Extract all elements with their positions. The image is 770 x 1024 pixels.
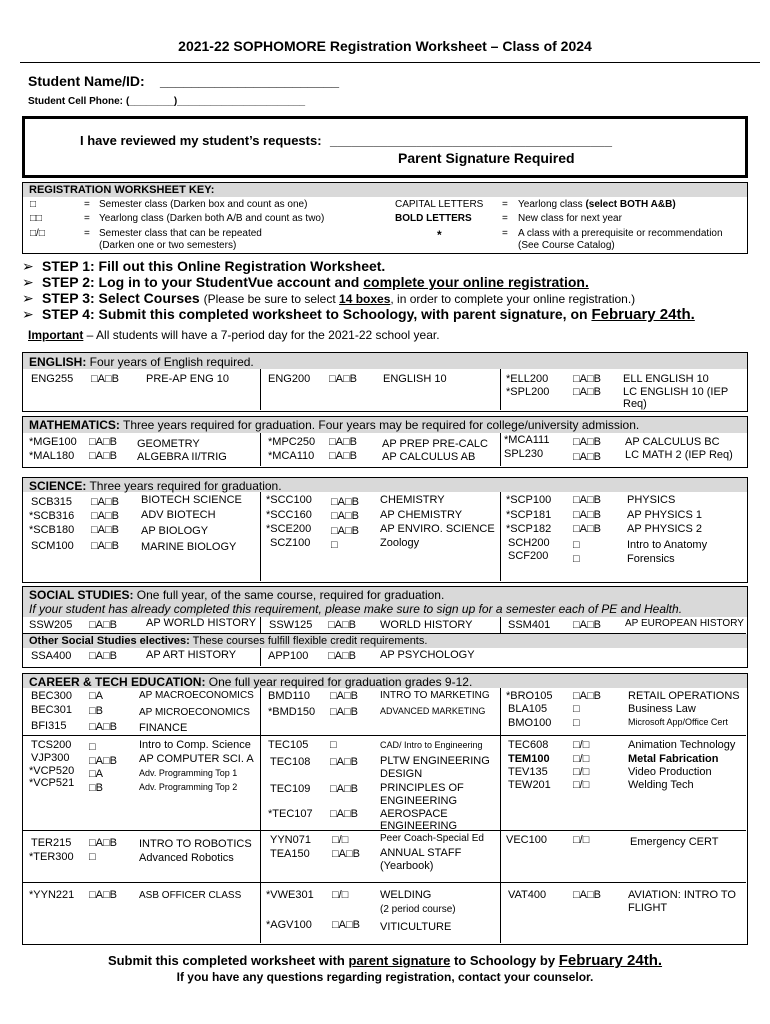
english-subheading: Four years of English required. (86, 355, 254, 369)
course-code: *SCP182 (506, 523, 552, 535)
course-code: SPL230 (504, 448, 544, 460)
english-divider-1 (260, 369, 261, 410)
course-checkbox[interactable]: □ (573, 539, 580, 551)
course-name: Video Production (628, 766, 712, 778)
important-text: – All students will have a 7-period day for the 2021-22 school year. (83, 328, 440, 342)
course-checkbox[interactable]: □ (573, 717, 580, 729)
key-right-desc-2: New class for next year (518, 213, 622, 224)
course-name-cont: ENGINEERING (380, 795, 458, 807)
social-subheading: One full year, of the same course, required for graduation. (133, 588, 445, 602)
course-name: LC ENGLISH 10 (IEP (623, 386, 729, 398)
course-name: Metal Fabrication (628, 753, 719, 765)
course-checkbox[interactable]: □A□B (573, 451, 601, 463)
parent-reviewed-label: I have reviewed my student’s requests: (80, 133, 322, 148)
course-checkbox[interactable]: □A□B (91, 524, 119, 536)
key-desc-3: Semester class that can be repeated (99, 228, 262, 239)
course-code: SSW205 (29, 619, 73, 631)
course-checkbox[interactable]: □A□B (329, 436, 357, 448)
course-name: ADVANCED MARKETING (380, 706, 486, 716)
key-symbol-3: □/□ (30, 228, 45, 239)
math-divider-1 (260, 433, 261, 466)
social-note: If your student has already completed this requirement, please make sure to sign up for a semester each of PE and Health. (29, 602, 683, 616)
course-checkbox[interactable]: □A□B (573, 889, 601, 901)
course-name: AP EUROPEAN HISTORY (625, 618, 744, 629)
course-checkbox[interactable]: □A (89, 690, 103, 702)
course-code: *SCC100 (266, 494, 312, 506)
key-desc-1: Semester class (Darken box and count as one) (99, 199, 308, 210)
course-name: INTRO TO MARKETING (380, 690, 490, 701)
course-name: INTRO TO ROBOTICS (139, 838, 252, 850)
step-3: ➢ STEP 3: Select Courses (Please be sure to select 14 boxes, in order to complete your online registration.) (22, 290, 636, 306)
social-divider-1 (260, 617, 261, 633)
social-electives-divider (22, 633, 746, 634)
english-heading: ENGLISH: (29, 355, 87, 369)
course-code: *MGE100 (29, 436, 77, 448)
course-name: ELL ENGLISH 10 (623, 373, 709, 385)
course-checkbox[interactable]: □A□B (89, 721, 117, 733)
course-code: *MAL180 (29, 450, 75, 462)
course-name: Animation Technology (628, 739, 736, 751)
course-code: ENG200 (268, 373, 311, 385)
course-checkbox[interactable]: □/□ (332, 889, 349, 901)
course-code: TEC608 (508, 739, 549, 751)
course-checkbox[interactable]: □A□B (91, 510, 119, 522)
course-checkbox[interactable]: □A□B (89, 755, 117, 767)
course-code: *VCP520 (29, 765, 75, 777)
course-name: CAD/ Intro to Engineering (380, 740, 483, 750)
course-code: *BRO105 (506, 690, 553, 702)
student-cell-field[interactable]: (________)_______________________ (126, 96, 306, 107)
course-name: AP WORLD HISTORY (146, 617, 257, 629)
parent-signature-field[interactable]: _______________________________________ (330, 133, 612, 148)
social-heading: SOCIAL STUDIES: (29, 588, 134, 602)
course-code: *SCB180 (29, 524, 75, 536)
key-right-desc-1: Yearlong class (518, 199, 586, 210)
cte-subheading: One full year required for graduation grades 9-12. (205, 675, 473, 689)
course-checkbox[interactable]: □ (89, 741, 96, 753)
course-name: Microsoft App/Office Cert (628, 717, 728, 727)
course-code: *MPC250 (268, 436, 316, 448)
math-subheading: Three years required for graduation. Four years may be required for college/university admission. (119, 418, 640, 432)
social-electives-sub: These courses fulfill flexible credit requirements. (189, 635, 428, 647)
course-name: LC MATH 2 (IEP Req) (625, 449, 733, 461)
course-checkbox[interactable]: □ (89, 851, 96, 863)
course-code: *MCA110 (268, 450, 315, 462)
course-checkbox[interactable]: □A□B (89, 837, 117, 849)
course-name: PRE-AP ENG 10 (146, 373, 229, 385)
course-checkbox[interactable]: □A□B (573, 690, 601, 702)
course-checkbox[interactable]: □A□B (330, 756, 358, 768)
course-name: AP CALCULUS AB (382, 451, 476, 463)
course-code: *VCP521 (29, 777, 75, 789)
course-code: BMO100 (508, 717, 552, 729)
course-code: TEA150 (270, 848, 310, 860)
submit-instruction: Submit this completed worksheet with parent signature to Schoology by February 24th. (107, 952, 663, 969)
key-right-eq-1: = (502, 199, 508, 210)
course-code: SSA400 (31, 650, 72, 662)
course-code: SCB315 (31, 496, 72, 508)
math-divider-2 (500, 433, 501, 466)
course-code: *SCP100 (506, 494, 552, 506)
course-checkbox[interactable]: □A□B (91, 540, 119, 552)
course-code: BLA105 (508, 703, 548, 715)
course-name: BIOTECH SCIENCE (141, 494, 242, 506)
course-code: *SPL200 (506, 386, 550, 398)
course-checkbox[interactable]: □A□B (573, 509, 601, 521)
math-heading: MATHEMATICS: (29, 418, 120, 432)
course-name: AP BIOLOGY (141, 525, 209, 537)
course-checkbox[interactable]: □A□B (330, 808, 358, 820)
course-checkbox[interactable]: □A□B (573, 619, 601, 631)
course-code: VEC100 (506, 834, 547, 846)
course-code: *BMD150 (268, 706, 316, 718)
key-right-desc-1-bold: (select BOTH A&B) (585, 199, 676, 210)
questions-note: If you have any questions regarding registration, contact your counselor. (176, 970, 594, 984)
course-code: SCH200 (508, 537, 550, 549)
step-4: ➢ STEP 4: Submit this completed worksheet to Schoology, with parent signature, on February 24th. (22, 306, 695, 323)
course-name: AP CHEMISTRY (380, 509, 463, 521)
course-name: Business Law (628, 703, 696, 715)
step-1: ➢ STEP 1: Fill out this Online Registration Worksheet. (22, 258, 386, 274)
course-name: WELDING (380, 889, 432, 901)
science-subheading: Three years required for graduation. (86, 479, 282, 493)
course-checkbox[interactable]: □A□B (330, 690, 358, 702)
course-checkbox[interactable]: □/□ (573, 834, 590, 846)
course-checkbox[interactable]: □A□B (328, 619, 356, 631)
course-checkbox[interactable]: □A□B (91, 373, 119, 385)
course-checkbox[interactable]: □A□B (332, 848, 360, 860)
course-code: VAT400 (508, 889, 547, 901)
course-code: *VWE301 (266, 889, 314, 901)
course-checkbox[interactable]: □ (331, 539, 338, 551)
course-name: Intro to Comp. Science (139, 739, 251, 751)
cte-divider-1 (260, 688, 261, 943)
course-code: *TER300 (29, 851, 74, 863)
course-name: AP MACROECONOMICS (139, 690, 254, 701)
key-symbol-2: □□ (30, 213, 43, 224)
course-name: AEROSPACE (380, 808, 448, 820)
course-code: *SCC160 (266, 509, 312, 521)
course-code: APP100 (268, 650, 309, 662)
student-name-field[interactable]: _______________________ (160, 73, 340, 89)
course-checkbox[interactable]: □A□B (89, 889, 117, 901)
course-code: SCF200 (508, 550, 549, 562)
course-code: *YYN221 (29, 889, 75, 901)
course-code: TEC108 (270, 756, 311, 768)
science-divider-1 (260, 492, 261, 581)
social-electives-heading: Other Social Studies electives: (29, 635, 190, 647)
course-name: PLTW ENGINEERING (380, 755, 490, 767)
course-checkbox[interactable]: □A (89, 768, 103, 780)
course-name: Intro to Anatomy (627, 539, 708, 551)
course-name: Peer Coach-Special Ed (380, 833, 484, 844)
course-code: SCZ100 (270, 537, 311, 549)
steps-list (22, 258, 695, 322)
course-name: ALGEBRA II/TRIG (137, 451, 227, 463)
course-code: TEW201 (508, 779, 551, 791)
course-name: ASB OFFICER CLASS (139, 890, 242, 901)
course-checkbox[interactable]: □ (573, 703, 580, 715)
course-code: *AGV100 (266, 919, 312, 931)
course-checkbox[interactable]: □A□B (89, 436, 117, 448)
course-name: PHYSICS (627, 494, 676, 506)
cte-heading: CAREER & TECH EDUCATION: (29, 675, 206, 689)
key-eq-3: = (84, 228, 90, 239)
course-name-cont: DESIGN (380, 768, 423, 780)
course-code: SSW125 (269, 619, 313, 631)
course-name: ANNUAL STAFF (380, 847, 462, 859)
key-right-symbol-1: CAPITAL LETTERS (395, 199, 484, 210)
course-checkbox[interactable]: □B (89, 705, 103, 717)
key-right-eq-2: = (502, 213, 508, 224)
cte-group-divider-1 (22, 735, 746, 736)
course-checkbox[interactable]: □A□B (573, 436, 601, 448)
course-code: *SCP181 (506, 509, 552, 521)
course-code: ENG255 (31, 373, 74, 385)
course-name: AP ENVIRO. SCIENCE (380, 523, 495, 535)
course-name-cont: ENGINEERING (380, 820, 458, 832)
course-checkbox[interactable]: □A□B (89, 650, 117, 662)
course-code: VJP300 (31, 752, 70, 764)
course-checkbox[interactable]: □A□B (573, 523, 601, 535)
course-name: AP PSYCHOLOGY (380, 649, 475, 661)
key-right-desc-3-line2: (See Course Catalog) (518, 240, 615, 251)
course-checkbox[interactable]: □/□ (573, 753, 590, 765)
course-checkbox[interactable]: □A□B (329, 450, 357, 462)
course-checkbox[interactable]: □/□ (332, 834, 349, 846)
key-right-desc-3: A class with a prerequisite or recommendation (518, 228, 723, 239)
title-divider (20, 62, 760, 63)
key-eq-1: = (84, 199, 90, 210)
course-code: BEC300 (31, 690, 72, 702)
course-name: Emergency CERT (630, 836, 719, 848)
course-name: ENGLISH 10 (383, 373, 447, 385)
course-name: AP PHYSICS 1 (627, 509, 702, 521)
course-name: WORLD HISTORY (380, 619, 473, 631)
course-name: GEOMETRY (137, 438, 200, 450)
page-title: 2021-22 SOPHOMORE Registration Worksheet – Class of 2024 (178, 38, 592, 54)
course-checkbox[interactable]: □/□ (573, 766, 590, 778)
step-2: ➢ STEP 2: Log in to your StudentVue account and complete your online registration. (22, 274, 589, 290)
course-code: *SCE200 (266, 523, 312, 535)
course-checkbox[interactable]: □A□B (331, 525, 359, 537)
science-divider-2 (500, 492, 501, 581)
key-desc-2: Yearlong class (Darken both A/B and count as two) (99, 213, 325, 224)
student-cell-label: Student Cell Phone: (28, 96, 123, 107)
course-checkbox[interactable]: □A□B (332, 919, 360, 931)
course-code: BMD110 (268, 690, 310, 702)
science-heading: SCIENCE: (29, 479, 87, 493)
course-checkbox[interactable]: □A□B (328, 650, 356, 662)
course-name: AP MICROECONOMICS (139, 707, 250, 718)
course-code: TER215 (31, 837, 72, 849)
key-eq-2: = (84, 213, 90, 224)
course-checkbox[interactable]: □A□B (89, 619, 117, 631)
parent-signature-required: Parent Signature Required (398, 150, 575, 166)
course-name: MARINE BIOLOGY (141, 541, 237, 553)
course-name: ADV BIOTECH (141, 509, 216, 521)
course-code: TEC105 (268, 739, 309, 751)
course-name: CHEMISTRY (380, 494, 445, 506)
course-checkbox[interactable]: □A□B (91, 496, 119, 508)
important-label: Important (28, 328, 84, 342)
course-code: SCM100 (31, 540, 74, 552)
course-checkbox[interactable]: □A□B (573, 386, 601, 398)
course-code: TEC109 (270, 783, 311, 795)
course-name-cont: Req) (623, 398, 647, 410)
course-name: AP PREP PRE-CALC (382, 438, 488, 450)
course-checkbox[interactable]: □A□B (89, 450, 117, 462)
course-code: TEV135 (508, 766, 548, 778)
english-divider-2 (500, 369, 501, 410)
course-name: RETAIL OPERATIONS (628, 690, 740, 702)
key-symbol-1: □ (30, 199, 37, 210)
student-name-label: Student Name/ID: (28, 73, 145, 89)
course-code: *MCA111 (504, 434, 550, 446)
course-checkbox[interactable]: □ (573, 553, 580, 565)
course-name: AP CALCULUS BC (625, 436, 720, 448)
course-code: SSM401 (508, 619, 551, 631)
course-name: AVIATION: INTRO TO (628, 889, 736, 901)
course-name: Welding Tech (628, 779, 694, 791)
course-name: Advanced Robotics (139, 852, 234, 864)
course-checkbox[interactable]: □ (330, 739, 337, 751)
key-heading: REGISTRATION WORKSHEET KEY: (29, 184, 215, 196)
course-name: PRINCIPLES OF (380, 782, 464, 794)
cte-group-divider-3 (22, 882, 746, 883)
course-name: FINANCE (139, 722, 188, 734)
course-name: AP COMPUTER SCI. A (139, 753, 254, 765)
course-code: TEM100 (508, 753, 550, 765)
course-name: Adv. Programming Top 1 (139, 768, 238, 778)
key-right-symbol-3: * (437, 228, 442, 242)
course-name: Forensics (627, 553, 675, 565)
course-checkbox[interactable]: □/□ (573, 739, 590, 751)
course-name-cont: (2 period course) (380, 904, 456, 915)
course-name-cont: (Yearbook) (380, 860, 434, 872)
course-checkbox[interactable]: □A□B (573, 494, 601, 506)
cte-divider-2 (500, 688, 501, 943)
course-name: AP PHYSICS 2 (627, 523, 702, 535)
course-code: *ELL200 (506, 373, 549, 385)
course-checkbox[interactable]: □B (89, 782, 103, 794)
course-checkbox[interactable]: □A□B (330, 706, 358, 718)
course-code: TCS200 (31, 739, 72, 751)
key-right-symbol-2: BOLD LETTERS (395, 213, 472, 224)
social-divider-2 (500, 617, 501, 633)
course-code: BEC301 (31, 704, 72, 716)
course-name: Zoology (380, 537, 420, 549)
course-checkbox[interactable]: □A□B (329, 373, 357, 385)
course-name: VITICULTURE (380, 921, 452, 933)
course-code: YYN071 (270, 834, 311, 846)
key-right-eq-3: = (502, 228, 508, 239)
course-name-cont: FLIGHT (628, 902, 668, 914)
course-checkbox[interactable]: □A□B (331, 510, 359, 522)
course-code: *TEC107 (268, 808, 313, 820)
course-name: Adv. Programming Top 2 (139, 782, 238, 792)
course-checkbox[interactable]: □/□ (573, 779, 590, 791)
course-checkbox[interactable]: □A□B (573, 373, 601, 385)
course-code: BFI315 (31, 720, 67, 732)
course-checkbox[interactable]: □A□B (331, 496, 359, 508)
key-desc-3-line2: (Darken one or two semesters) (99, 240, 237, 251)
course-code: *SCB316 (29, 510, 75, 522)
social-divider-3 (260, 648, 261, 666)
course-checkbox[interactable]: □A□B (330, 783, 358, 795)
course-name: AP ART HISTORY (146, 649, 237, 661)
